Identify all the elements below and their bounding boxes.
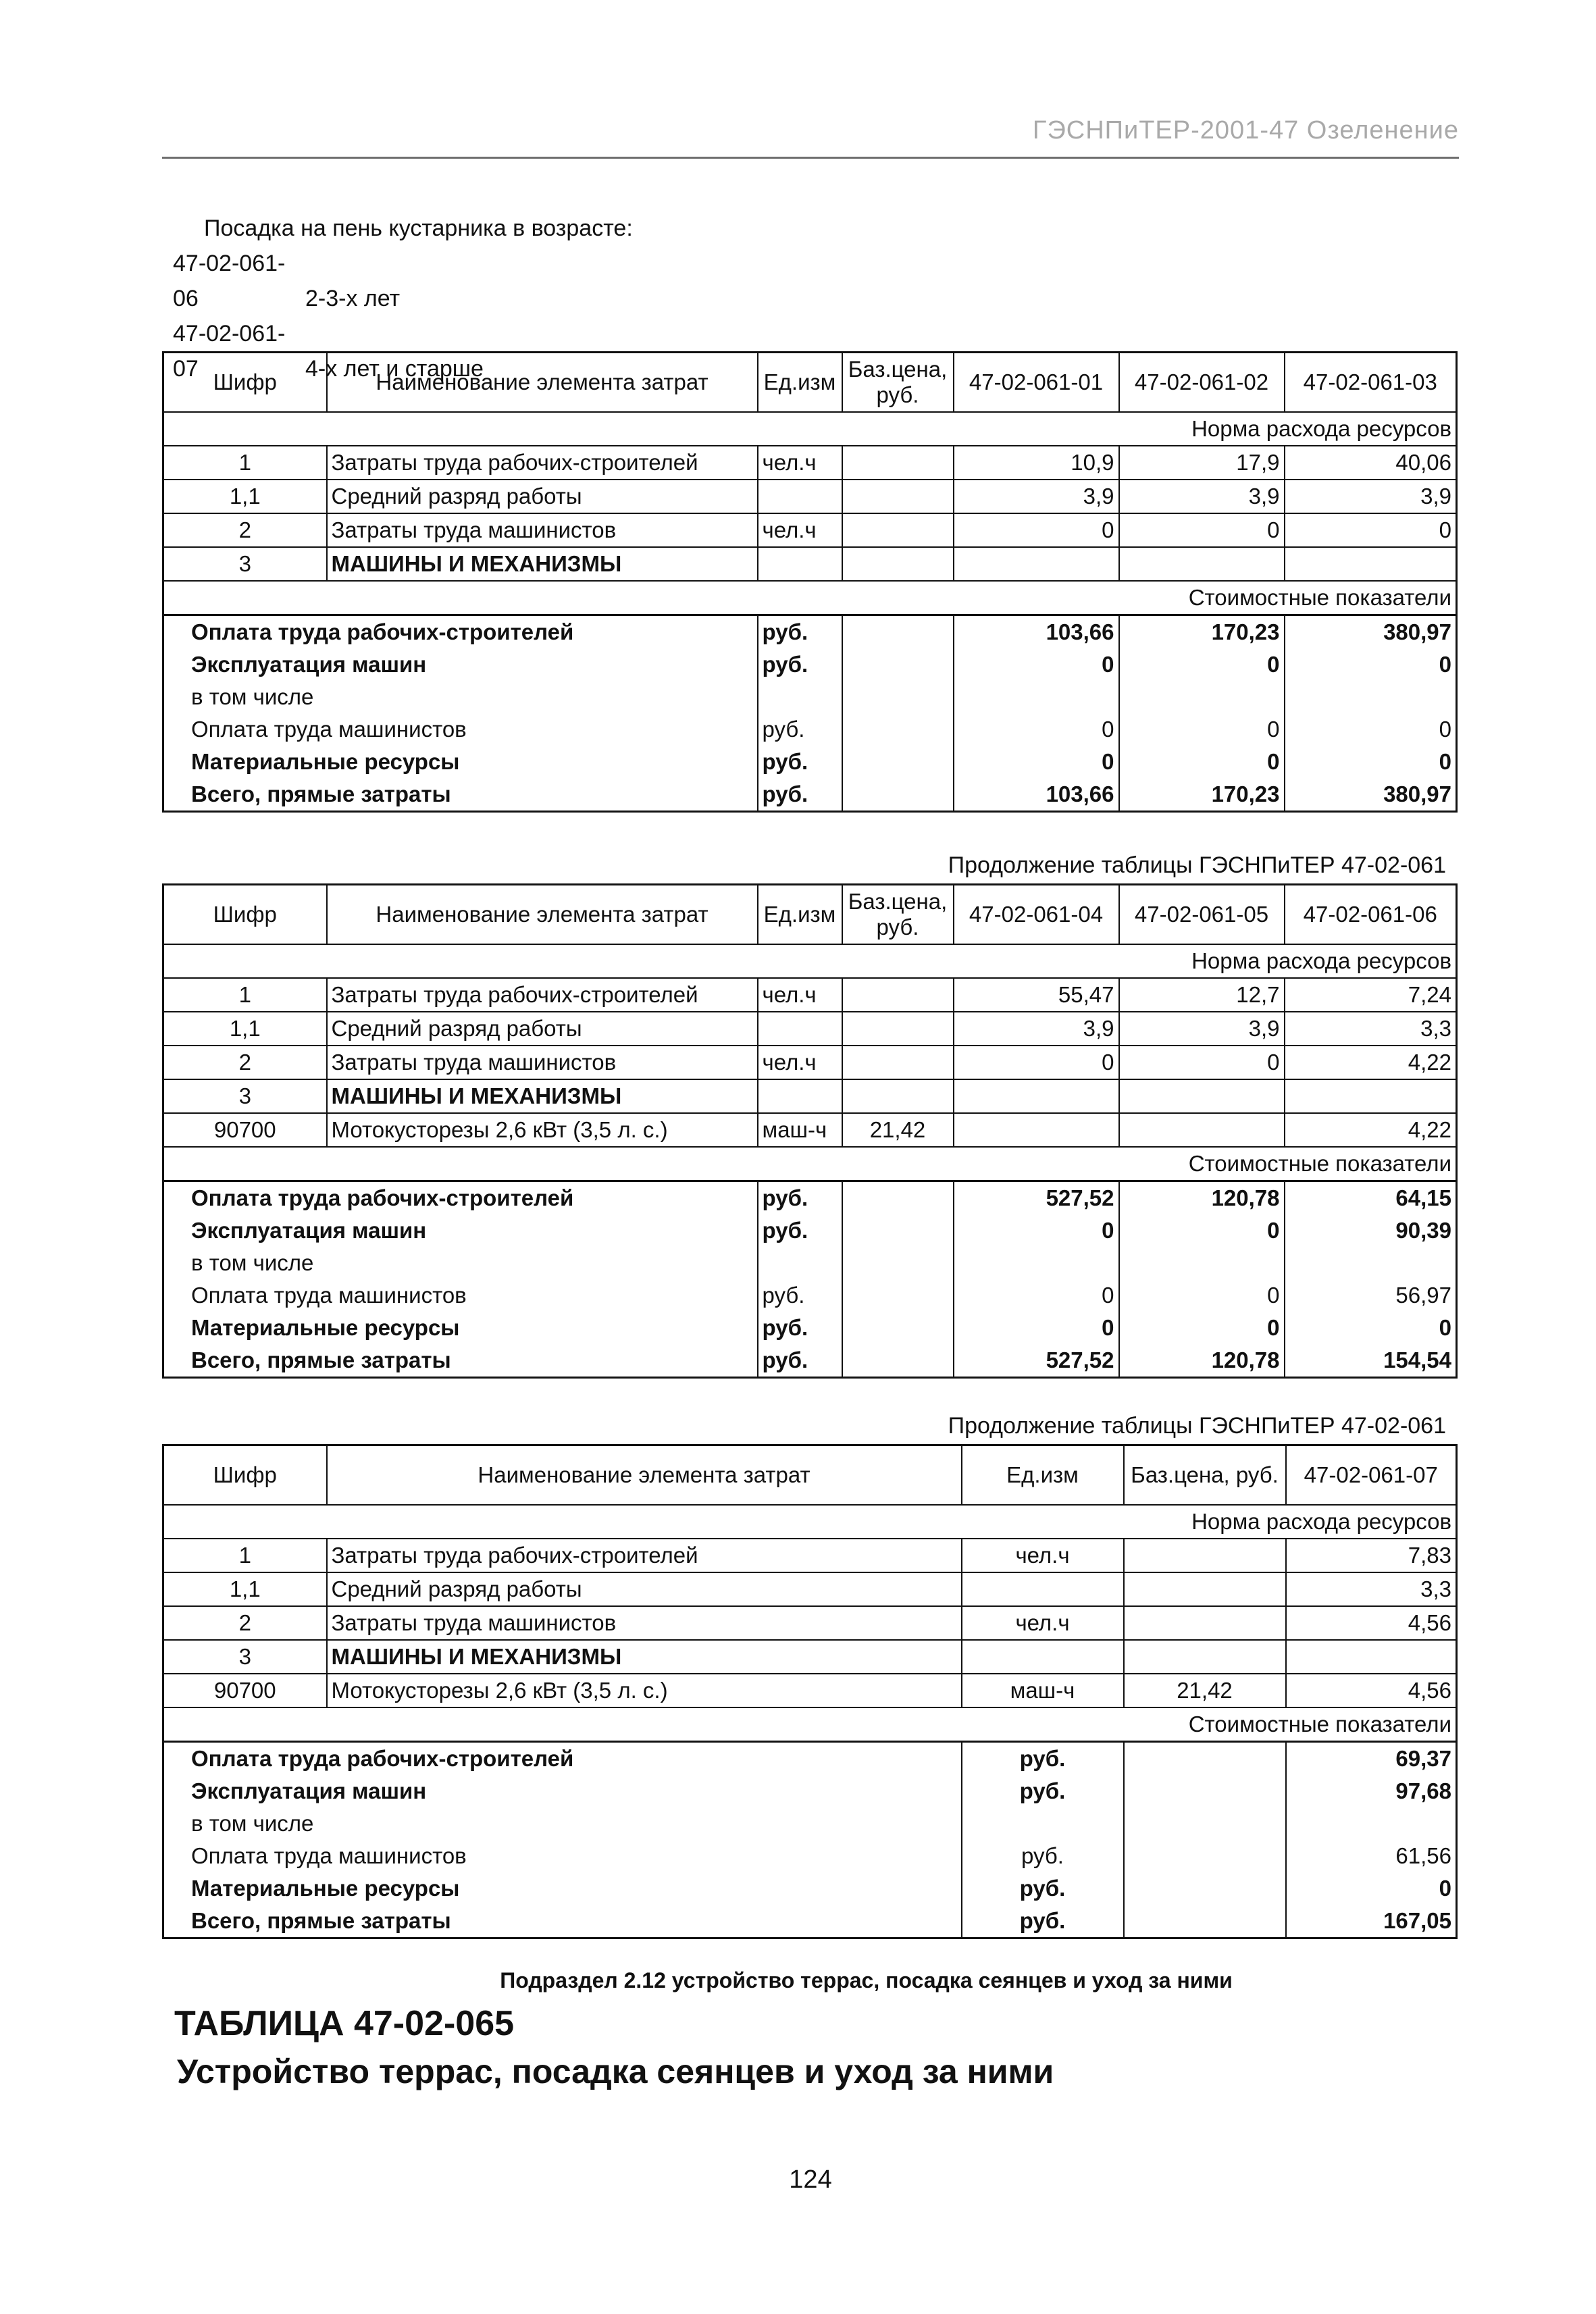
cost-row (163, 1312, 1457, 1344)
cost-value: 0 (1119, 1214, 1285, 1247)
row-value: 3,9 (1119, 1012, 1285, 1046)
cost-unit: руб. (758, 1344, 842, 1378)
cost-unit: руб. (758, 1312, 842, 1344)
cost-price (1124, 1775, 1286, 1807)
cost-row (163, 746, 1457, 778)
cost-band-label: Стоимостные показатели (163, 581, 1457, 615)
cost-name: в том числе (163, 1247, 758, 1279)
row-code: 1 (163, 446, 327, 480)
cost-row (163, 681, 1457, 713)
cost-value (1119, 1247, 1285, 1279)
row-name: Средний разряд работы (327, 480, 758, 513)
row-name: МАШИНЫ И МЕХАНИЗМЫ (327, 1640, 962, 1674)
row-value: 0 (954, 1046, 1119, 1079)
cost-price (1124, 1742, 1286, 1776)
row-name: Затраты труда рабочих-строителей (327, 1539, 962, 1572)
cost-name: Всего, прямые затраты (163, 778, 758, 812)
cost-price (1124, 1807, 1286, 1840)
header-column-code: 47-02-061-04 (954, 885, 1119, 945)
table-header-row (163, 885, 1457, 945)
table-row (163, 513, 1457, 547)
intro-item (173, 246, 633, 316)
cost-unit: руб. (758, 648, 842, 681)
row-price (1124, 1572, 1286, 1606)
cost-unit: руб. (758, 1181, 842, 1215)
table-row (163, 480, 1457, 513)
cost-value: 167,05 (1286, 1905, 1457, 1938)
cost-price (842, 713, 954, 746)
row-code: 3 (163, 1640, 327, 1674)
header-column-code: 47-02-061-01 (954, 353, 1119, 413)
row-name: МАШИНЫ И МЕХАНИЗМЫ (327, 547, 758, 581)
cost-value: 0 (1285, 648, 1457, 681)
header-name: Наименование элемента затрат (327, 353, 758, 413)
cost-value: 0 (1119, 746, 1285, 778)
cost-name: Всего, прямые затраты (163, 1344, 758, 1378)
row-unit: чел.ч (758, 1046, 842, 1079)
cost-unit: руб. (758, 778, 842, 812)
cost-row (163, 1840, 1457, 1872)
subsection-heading: Подраздел 2.12 устройство террас, посадка сеянцев и уход за ними (500, 1968, 1233, 1992)
header-price: Баз.цена, руб. (842, 353, 954, 413)
row-value (954, 1079, 1119, 1113)
cost-price (842, 778, 954, 812)
cost-name: Всего, прямые затраты (163, 1905, 962, 1938)
cost-band-row (163, 581, 1457, 615)
norm-band-label: Норма расхода ресурсов (163, 1505, 1457, 1539)
cost-value: 170,23 (1119, 778, 1285, 812)
document-header-title: ГЭСНПиТЕР-2001-47 Озеленение (1032, 116, 1459, 145)
row-code: 3 (163, 1079, 327, 1113)
row-value: 3,9 (1119, 480, 1285, 513)
row-price (1124, 1640, 1286, 1674)
row-value: 4,56 (1286, 1674, 1457, 1707)
row-code: 2 (163, 513, 327, 547)
row-value: 55,47 (954, 978, 1119, 1012)
cost-value (1286, 1807, 1457, 1840)
cost-band-label: Стоимостные показатели (163, 1147, 1457, 1181)
cost-value: 170,23 (1119, 615, 1285, 649)
cost-price (842, 1247, 954, 1279)
row-price (842, 547, 954, 581)
header-price: Баз.цена, руб. (842, 885, 954, 945)
row-value (1119, 1113, 1285, 1147)
row-value (954, 547, 1119, 581)
cost-name: Материальные ресурсы (163, 746, 758, 778)
cost-value: 103,66 (954, 615, 1119, 649)
row-value: 0 (954, 513, 1119, 547)
row-code: 3 (163, 547, 327, 581)
row-value: 4,56 (1286, 1606, 1457, 1640)
cost-name: Оплата труда машинистов (163, 713, 758, 746)
header-unit: Ед.изм (962, 1445, 1124, 1506)
cost-price (1124, 1872, 1286, 1905)
cost-unit (758, 1247, 842, 1279)
row-value: 7,24 (1285, 978, 1457, 1012)
row-name: МАШИНЫ И МЕХАНИЗМЫ (327, 1079, 758, 1113)
cost-unit: руб. (758, 713, 842, 746)
cost-price (842, 648, 954, 681)
row-unit (758, 1012, 842, 1046)
row-value: 10,9 (954, 446, 1119, 480)
cost-name: Эксплуатация машин (163, 648, 758, 681)
cost-price (842, 1312, 954, 1344)
intro-item-code: 47-02-061-06 (173, 251, 286, 311)
header-column-code: 47-02-061-05 (1119, 885, 1285, 945)
intro-item-text: 4-х лет и старше (305, 356, 484, 382)
row-name: Средний разряд работы (327, 1012, 758, 1046)
cost-row (163, 1807, 1457, 1840)
cost-unit: руб. (962, 1742, 1124, 1776)
row-unit: маш-ч (758, 1113, 842, 1147)
row-price (1124, 1539, 1286, 1572)
table-row (163, 1572, 1457, 1606)
cost-value: 97,68 (1286, 1775, 1457, 1807)
cost-unit (758, 681, 842, 713)
table-row (163, 1012, 1457, 1046)
cost-price (842, 681, 954, 713)
table-row (163, 1539, 1457, 1572)
norm-band-row (163, 1505, 1457, 1539)
norm-band-row (163, 412, 1457, 446)
row-price (842, 1046, 954, 1079)
cost-name: Оплата труда рабочих-строителей (163, 1742, 962, 1776)
cost-band-label: Стоимостные показатели (163, 1707, 1457, 1742)
table-subtitle: Устройство террас, посадка сеянцев и уход за ними (177, 2053, 1054, 2090)
continuation-caption: Продолжение таблицы ГЭСНПиТЕР 47-02-061 (948, 1413, 1446, 1439)
row-value: 3,3 (1285, 1012, 1457, 1046)
cost-value (1285, 681, 1457, 713)
cost-name: Оплата труда рабочих-строителей (163, 1181, 758, 1215)
cost-row (163, 1181, 1457, 1215)
row-value: 12,7 (1119, 978, 1285, 1012)
continuation-caption: Продолжение таблицы ГЭСНПиТЕР 47-02-061 (948, 852, 1446, 878)
row-name: Затраты труда рабочих-строителей (327, 446, 758, 480)
row-price (842, 978, 954, 1012)
row-price (842, 1012, 954, 1046)
row-unit (758, 1079, 842, 1113)
cost-unit: руб. (758, 1279, 842, 1312)
cost-value: 64,15 (1285, 1181, 1457, 1215)
row-unit: чел.ч (758, 446, 842, 480)
row-price: 21,42 (1124, 1674, 1286, 1707)
row-code: 1 (163, 1539, 327, 1572)
cost-value: 527,52 (954, 1181, 1119, 1215)
row-unit: чел.ч (758, 513, 842, 547)
cost-value (954, 681, 1119, 713)
row-price (1124, 1606, 1286, 1640)
intro-item-text: 2-3-х лет (305, 286, 401, 311)
row-unit: чел.ч (962, 1606, 1124, 1640)
cost-name: в том числе (163, 681, 758, 713)
norm-band-label: Норма расхода ресурсов (163, 412, 1457, 446)
cost-price (1124, 1905, 1286, 1938)
row-value (1286, 1640, 1457, 1674)
row-value: 0 (1119, 513, 1285, 547)
row-price: 21,42 (842, 1113, 954, 1147)
cost-row (163, 1905, 1457, 1938)
cost-name: в том числе (163, 1807, 962, 1840)
intro-lead: Посадка на пень кустарника в возрасте: (204, 215, 633, 241)
cost-price (1124, 1840, 1286, 1872)
row-price (842, 446, 954, 480)
row-unit: чел.ч (962, 1539, 1124, 1572)
cost-name: Материальные ресурсы (163, 1872, 962, 1905)
cost-value: 0 (954, 1279, 1119, 1312)
row-name: Мотокусторезы 2,6 кВт (3,5 л. с.) (327, 1674, 962, 1707)
cost-value: 0 (1119, 1312, 1285, 1344)
cost-value: 0 (954, 713, 1119, 746)
row-name: Затраты труда машинистов (327, 1046, 758, 1079)
row-value (954, 1113, 1119, 1147)
header-column-code: 47-02-061-06 (1285, 885, 1457, 945)
cost-unit: руб. (758, 615, 842, 649)
cost-value (1119, 681, 1285, 713)
table-row (163, 1640, 1457, 1674)
norm-band-label: Норма расхода ресурсов (163, 944, 1457, 978)
cost-row (163, 615, 1457, 649)
cost-value: 0 (954, 1312, 1119, 1344)
row-code: 90700 (163, 1113, 327, 1147)
table-row (163, 446, 1457, 480)
row-code: 1 (163, 978, 327, 1012)
row-unit (962, 1640, 1124, 1674)
row-code: 2 (163, 1606, 327, 1640)
row-unit (962, 1572, 1124, 1606)
header-shifr: Шифр (163, 353, 327, 413)
row-value: 3,9 (954, 480, 1119, 513)
cost-value: 0 (1285, 746, 1457, 778)
cost-row (163, 1344, 1457, 1378)
header-name: Наименование элемента затрат (327, 1445, 962, 1506)
cost-value: 0 (1285, 713, 1457, 746)
row-value: 0 (1285, 513, 1457, 547)
row-value (1119, 547, 1285, 581)
row-name: Затраты труда машинистов (327, 1606, 962, 1640)
row-code: 90700 (163, 1674, 327, 1707)
header-column-code: 47-02-061-02 (1119, 353, 1285, 413)
table-row (163, 1079, 1457, 1113)
row-unit: маш-ч (962, 1674, 1124, 1707)
cost-value: 56,97 (1285, 1279, 1457, 1312)
cost-value: 380,97 (1285, 778, 1457, 812)
intro-item-code: 47-02-061-07 (173, 321, 286, 382)
table-row (163, 1606, 1457, 1640)
cost-value (1285, 1247, 1457, 1279)
cost-row (163, 1214, 1457, 1247)
row-price (842, 1079, 954, 1113)
cost-name: Оплата труда рабочих-строителей (163, 615, 758, 649)
row-code: 1,1 (163, 1012, 327, 1046)
cost-value: 0 (1119, 648, 1285, 681)
table-title: ТАБЛИЦА 47-02-065 (174, 2004, 515, 2043)
row-unit: чел.ч (758, 978, 842, 1012)
cost-value: 120,78 (1119, 1181, 1285, 1215)
cost-name: Оплата труда машинистов (163, 1279, 758, 1312)
row-name: Мотокусторезы 2,6 кВт (3,5 л. с.) (327, 1113, 758, 1147)
row-name: Затраты труда рабочих-строителей (327, 978, 758, 1012)
header-shifr: Шифр (163, 1445, 327, 1506)
cost-row (163, 778, 1457, 812)
header-unit: Ед.изм (758, 885, 842, 945)
row-value (1119, 1079, 1285, 1113)
cost-row (163, 1279, 1457, 1312)
cost-value: 103,66 (954, 778, 1119, 812)
cost-value: 380,97 (1285, 615, 1457, 649)
cost-value: 69,37 (1286, 1742, 1457, 1776)
row-price (842, 513, 954, 547)
cost-value: 61,56 (1286, 1840, 1457, 1872)
cost-unit: руб. (758, 1214, 842, 1247)
page-number: 124 (789, 2165, 832, 2194)
cost-price (842, 746, 954, 778)
cost-value: 0 (954, 746, 1119, 778)
cost-value (954, 1247, 1119, 1279)
cost-value: 90,39 (1285, 1214, 1457, 1247)
cost-unit: руб. (758, 746, 842, 778)
table-row (163, 978, 1457, 1012)
row-value: 40,06 (1285, 446, 1457, 480)
cost-band-row (163, 1707, 1457, 1742)
cost-price (842, 615, 954, 649)
table-row (163, 1674, 1457, 1707)
table-header-row (163, 1445, 1457, 1506)
resource-table-2 (162, 883, 1458, 1379)
cost-value: 0 (954, 1214, 1119, 1247)
cost-value: 0 (1119, 1279, 1285, 1312)
cost-value: 0 (1285, 1312, 1457, 1344)
norm-band-row (163, 944, 1457, 978)
cost-name: Оплата труда машинистов (163, 1840, 962, 1872)
row-name: Затраты труда машинистов (327, 513, 758, 547)
row-code: 1,1 (163, 1572, 327, 1606)
row-value (1285, 547, 1457, 581)
row-value (1285, 1079, 1457, 1113)
cost-value: 527,52 (954, 1344, 1119, 1378)
table-header-row (163, 353, 1457, 413)
row-value: 4,22 (1285, 1113, 1457, 1147)
cost-band-row (163, 1147, 1457, 1181)
row-name: Средний разряд работы (327, 1572, 962, 1606)
resource-table-3 (162, 1444, 1458, 1939)
cost-unit (962, 1807, 1124, 1840)
header-rule (162, 157, 1459, 159)
header-shifr: Шифр (163, 885, 327, 945)
header-column-code: 47-02-061-03 (1285, 353, 1457, 413)
row-unit (758, 480, 842, 513)
cost-value: 0 (954, 648, 1119, 681)
table-row (163, 1046, 1457, 1079)
header-price: Баз.цена, руб. (1124, 1445, 1286, 1506)
cost-row (163, 1775, 1457, 1807)
cost-row (163, 713, 1457, 746)
header-column-code: 47-02-061-07 (1286, 1445, 1457, 1506)
resource-table-1 (162, 351, 1458, 813)
cost-value: 0 (1119, 713, 1285, 746)
row-code: 2 (163, 1046, 327, 1079)
row-price (842, 480, 954, 513)
cost-price (842, 1181, 954, 1215)
cost-name: Материальные ресурсы (163, 1312, 758, 1344)
cost-price (842, 1344, 954, 1378)
cost-value: 120,78 (1119, 1344, 1285, 1378)
table-row (163, 547, 1457, 581)
cost-unit: руб. (962, 1905, 1124, 1938)
row-value: 3,9 (1285, 480, 1457, 513)
header-name: Наименование элемента затрат (327, 885, 758, 945)
row-unit (758, 547, 842, 581)
cost-unit: руб. (962, 1872, 1124, 1905)
cost-name: Эксплуатация машин (163, 1775, 962, 1807)
cost-row (163, 1247, 1457, 1279)
row-value: 7,83 (1286, 1539, 1457, 1572)
cost-price (842, 1279, 954, 1312)
cost-name: Эксплуатация машин (163, 1214, 758, 1247)
cost-value: 154,54 (1285, 1344, 1457, 1378)
cost-unit: руб. (962, 1840, 1124, 1872)
table-row (163, 1113, 1457, 1147)
cost-row (163, 648, 1457, 681)
row-code: 1,1 (163, 480, 327, 513)
cost-price (842, 1214, 954, 1247)
cost-row (163, 1742, 1457, 1776)
cost-row (163, 1872, 1457, 1905)
row-value: 4,22 (1285, 1046, 1457, 1079)
row-value: 3,9 (954, 1012, 1119, 1046)
row-value: 0 (1119, 1046, 1285, 1079)
header-unit: Ед.изм (758, 353, 842, 413)
row-value: 17,9 (1119, 446, 1285, 480)
cost-value: 0 (1286, 1872, 1457, 1905)
cost-unit: руб. (962, 1775, 1124, 1807)
row-value: 3,3 (1286, 1572, 1457, 1606)
